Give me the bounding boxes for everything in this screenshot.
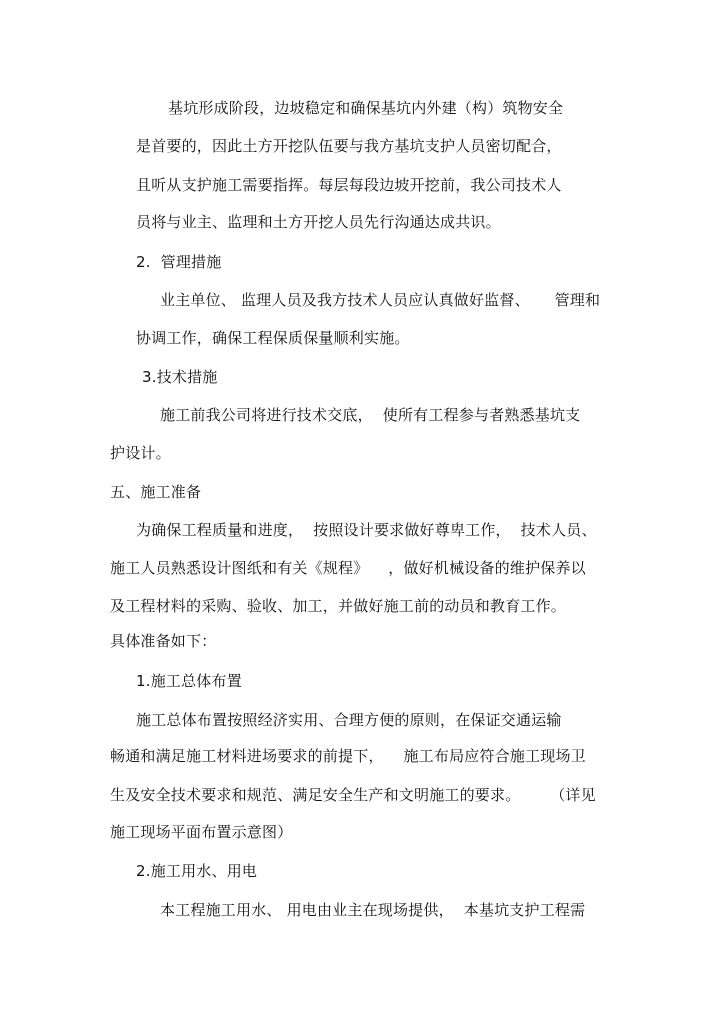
text-line: 生及安全技术要求和规范、满足安全生产和文明施工的要求。 （详见 bbox=[110, 786, 596, 804]
section-heading: 3.技术措施 bbox=[142, 368, 218, 386]
section-heading: 1.施工总体布置 bbox=[136, 672, 242, 690]
text-line: 且听从支护施工需要指挥。每层每段边坡开挖前，我公司技术人 bbox=[136, 176, 562, 194]
text-line: 业主单位、 监理人员及我方技术人员应认真做好监督、 管理和 bbox=[160, 291, 601, 309]
chapter-heading: 五、施工准备 bbox=[110, 483, 202, 501]
text-line: 施工人员熟悉设计图纸和有关《规程》 ，做好机械设备的维护保养以 bbox=[110, 559, 586, 577]
text-line: 是首要的，因此土方开挖队伍要与我方基坑支护人员密切配合， bbox=[136, 137, 562, 155]
text-line: 基坑形成阶段，边坡稳定和确保基坑内外建（构）筑物安全 bbox=[168, 99, 564, 117]
text-line: 护设计。 bbox=[110, 444, 171, 462]
section-heading: 2.施工用水、用电 bbox=[136, 862, 258, 880]
text-line: 及工程材料的采购、验收、加工，并做好施工前的动员和教育工作。 bbox=[110, 597, 567, 615]
text-line: 协调工作，确保工程保质保量顺利实施。 bbox=[136, 329, 410, 347]
text-line: 员将与业主、监理和土方开挖人员先行沟通达成共识。 bbox=[136, 213, 501, 231]
text-line: 畅通和满足施工材料进场要求的前提下， 施工布局应符合施工现场卫 bbox=[110, 747, 586, 765]
text-line: 本工程施工用水、 用电由业主在现场提供， 本基坑支护工程需 bbox=[160, 901, 586, 919]
text-line: 为确保工程质量和进度， 按照设计要求做好尊卑工作， 技术人员、 bbox=[136, 521, 597, 539]
text-line: 施工现场平面布置示意图） bbox=[110, 823, 293, 841]
text-line: 施工前我公司将进行技术交底， 使所有工程参与者熟悉基坑支 bbox=[160, 406, 581, 424]
text-line: 具体准备如下： bbox=[110, 632, 217, 650]
section-heading: 2. 管理措施 bbox=[136, 253, 222, 271]
text-line: 施工总体布置按照经济实用、合理方便的原则，在保证交通运输 bbox=[136, 711, 562, 729]
